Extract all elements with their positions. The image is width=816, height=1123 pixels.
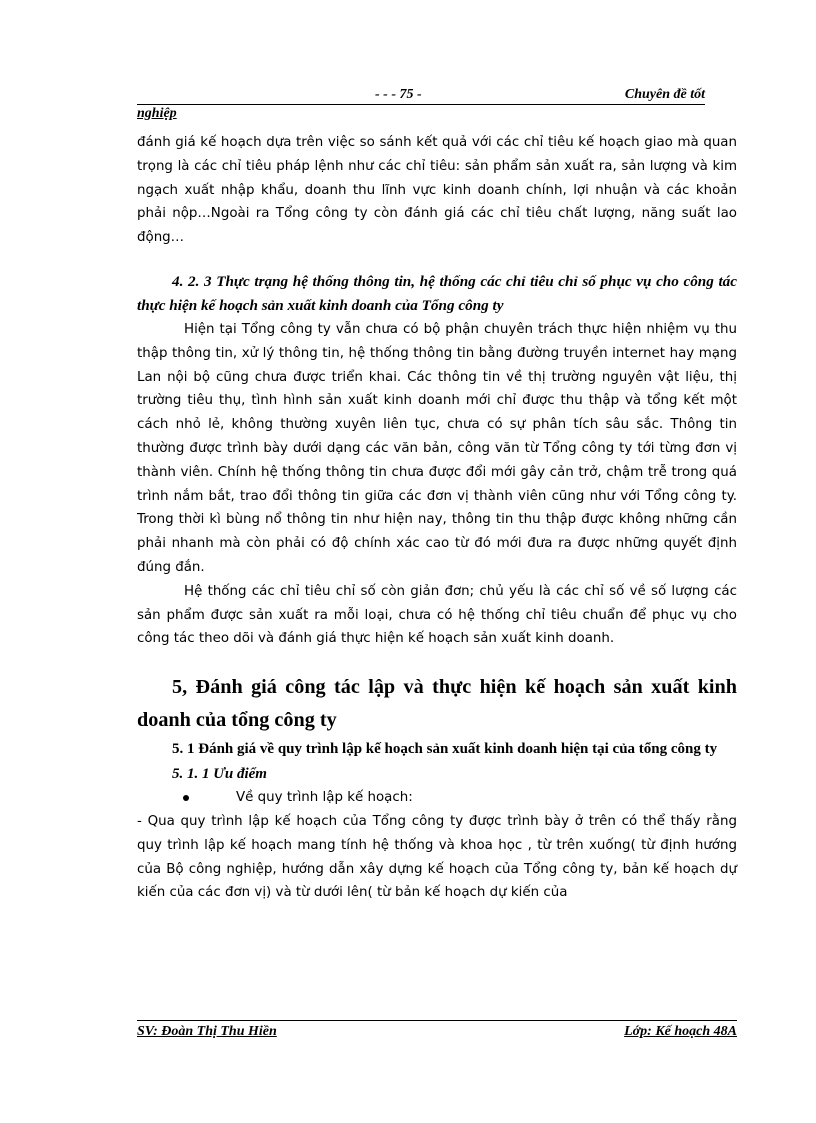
bullet-text: Về quy trình lập kế hoạch:: [236, 790, 413, 806]
bullet-item: [137, 786, 737, 810]
bullet-dot-icon: [183, 795, 189, 801]
paragraph-information-system: Hiện tại Tổng công ty vẫn chưa có bộ phận chuyên trách thực hiện nhiệm vụ thu thập thông tin, xử lý thông tin, hệ thống thông tin bằng đường truyền internet hay mạng Lan nội bộ cũng chưa được triển khai. Các thông tin về thị trường nguyên vật liệu, thị trường tiêu thụ, tình hình sản xuất kinh doanh mới chỉ được thu thập và tổng kết một cách nhỏ lẻ, không thường xuyên liên tục, chưa có sự phân tích sâu sắc. Thông tin thường được trình bày dưới dạng các văn bản, công văn từ Tổng công ty tới từng đơn vị thành viên. Chính hệ thống thông tin chưa được đổi mới gây cản trở, chậm trễ trong quá trình nắm bắt, trao đổi thông tin giữa các đơn vị thành viên cũng như với Tổng công ty. Trong thời kì bùng nổ thông tin như hiện nay, thông tin thu thập được không những cần phải nhanh mà còn phải có độ chính xác cao từ đó mới đưa ra được những quyết định đúng đắn.: [137, 321, 737, 575]
paragraph-planning-process: - Qua quy trình lập kế hoạch của Tổng công ty được trình bày ở trên có thể thấy rằng quy trình lập kế hoạch mang tính hệ thống và khoa học , từ trên xuống( từ định hướng của Bộ công nghiệp, hướng dẫn xây dựng kế hoạch của Tổng công ty, bản kế hoạch dự kiến của các đơn vị) và từ dưới lên( từ bản kế hoạch dự kiến của: [137, 813, 737, 901]
spacer: [137, 250, 737, 270]
spacer: [137, 651, 737, 671]
section-heading-5-1-1: 5. 1. 1 Ưu điểm: [172, 766, 267, 783]
header-title-continuation: nghiệp: [137, 106, 177, 121]
document-body: [137, 131, 737, 905]
footer-student: SV: Đoàn Thị Thu Hiền: [137, 1024, 277, 1039]
footer-class: Lớp: Kế hoạch 48A: [624, 1024, 737, 1039]
page-footer: [137, 1020, 737, 1042]
page-number: - - - 75 -: [375, 87, 422, 102]
section-heading-4-2-3: 4. 2. 3 Thực trạng hệ thống thông tin, hệ thống các chỉ tiêu chỉ số phục vụ cho công tác thực hiện kế hoạch sản xuất kinh doanh của Tổng công ty: [137, 272, 737, 314]
header-title: Chuyên đề tốt: [624, 87, 705, 102]
page-header: [137, 86, 705, 105]
section-heading-5: 5, Đánh giá công tác lập và thực hiện kế hoạch sản xuất kinh doanh của tổng công ty: [137, 676, 737, 732]
paragraph-evaluation: đánh giá kế hoạch dựa trên việc so sánh kết quả với các chỉ tiêu kế hoạch giao mà quan trọng là các chỉ tiêu pháp lệnh như các chỉ tiêu: sản phẩm sản xuất ra, sản lượng và kim ngạch xuất nhập khẩu, doanh thu lĩnh vực kinh doanh chính, lợi nhuận và các khoản phải nộp…Ngoài ra Tổng công ty còn đánh giá các chỉ tiêu chất lượng, năng suất lao động…: [137, 135, 737, 246]
section-heading-5-1: 5. 1 Đánh giá về quy trình lập kế hoạch sản xuất kinh doanh hiện tại của tổng công ty: [172, 741, 718, 758]
paragraph-indicators: Hệ thống các chỉ tiêu chỉ số còn giản đơn; chủ yếu là các chỉ số về số lượng các sản phẩm được sản xuất ra mỗi loại, chưa có hệ thống chỉ tiêu chuẩn để phục vụ cho công tác theo dõi và đánh giá thực hiện kế hoạch sản xuất kinh doanh.: [137, 583, 737, 647]
